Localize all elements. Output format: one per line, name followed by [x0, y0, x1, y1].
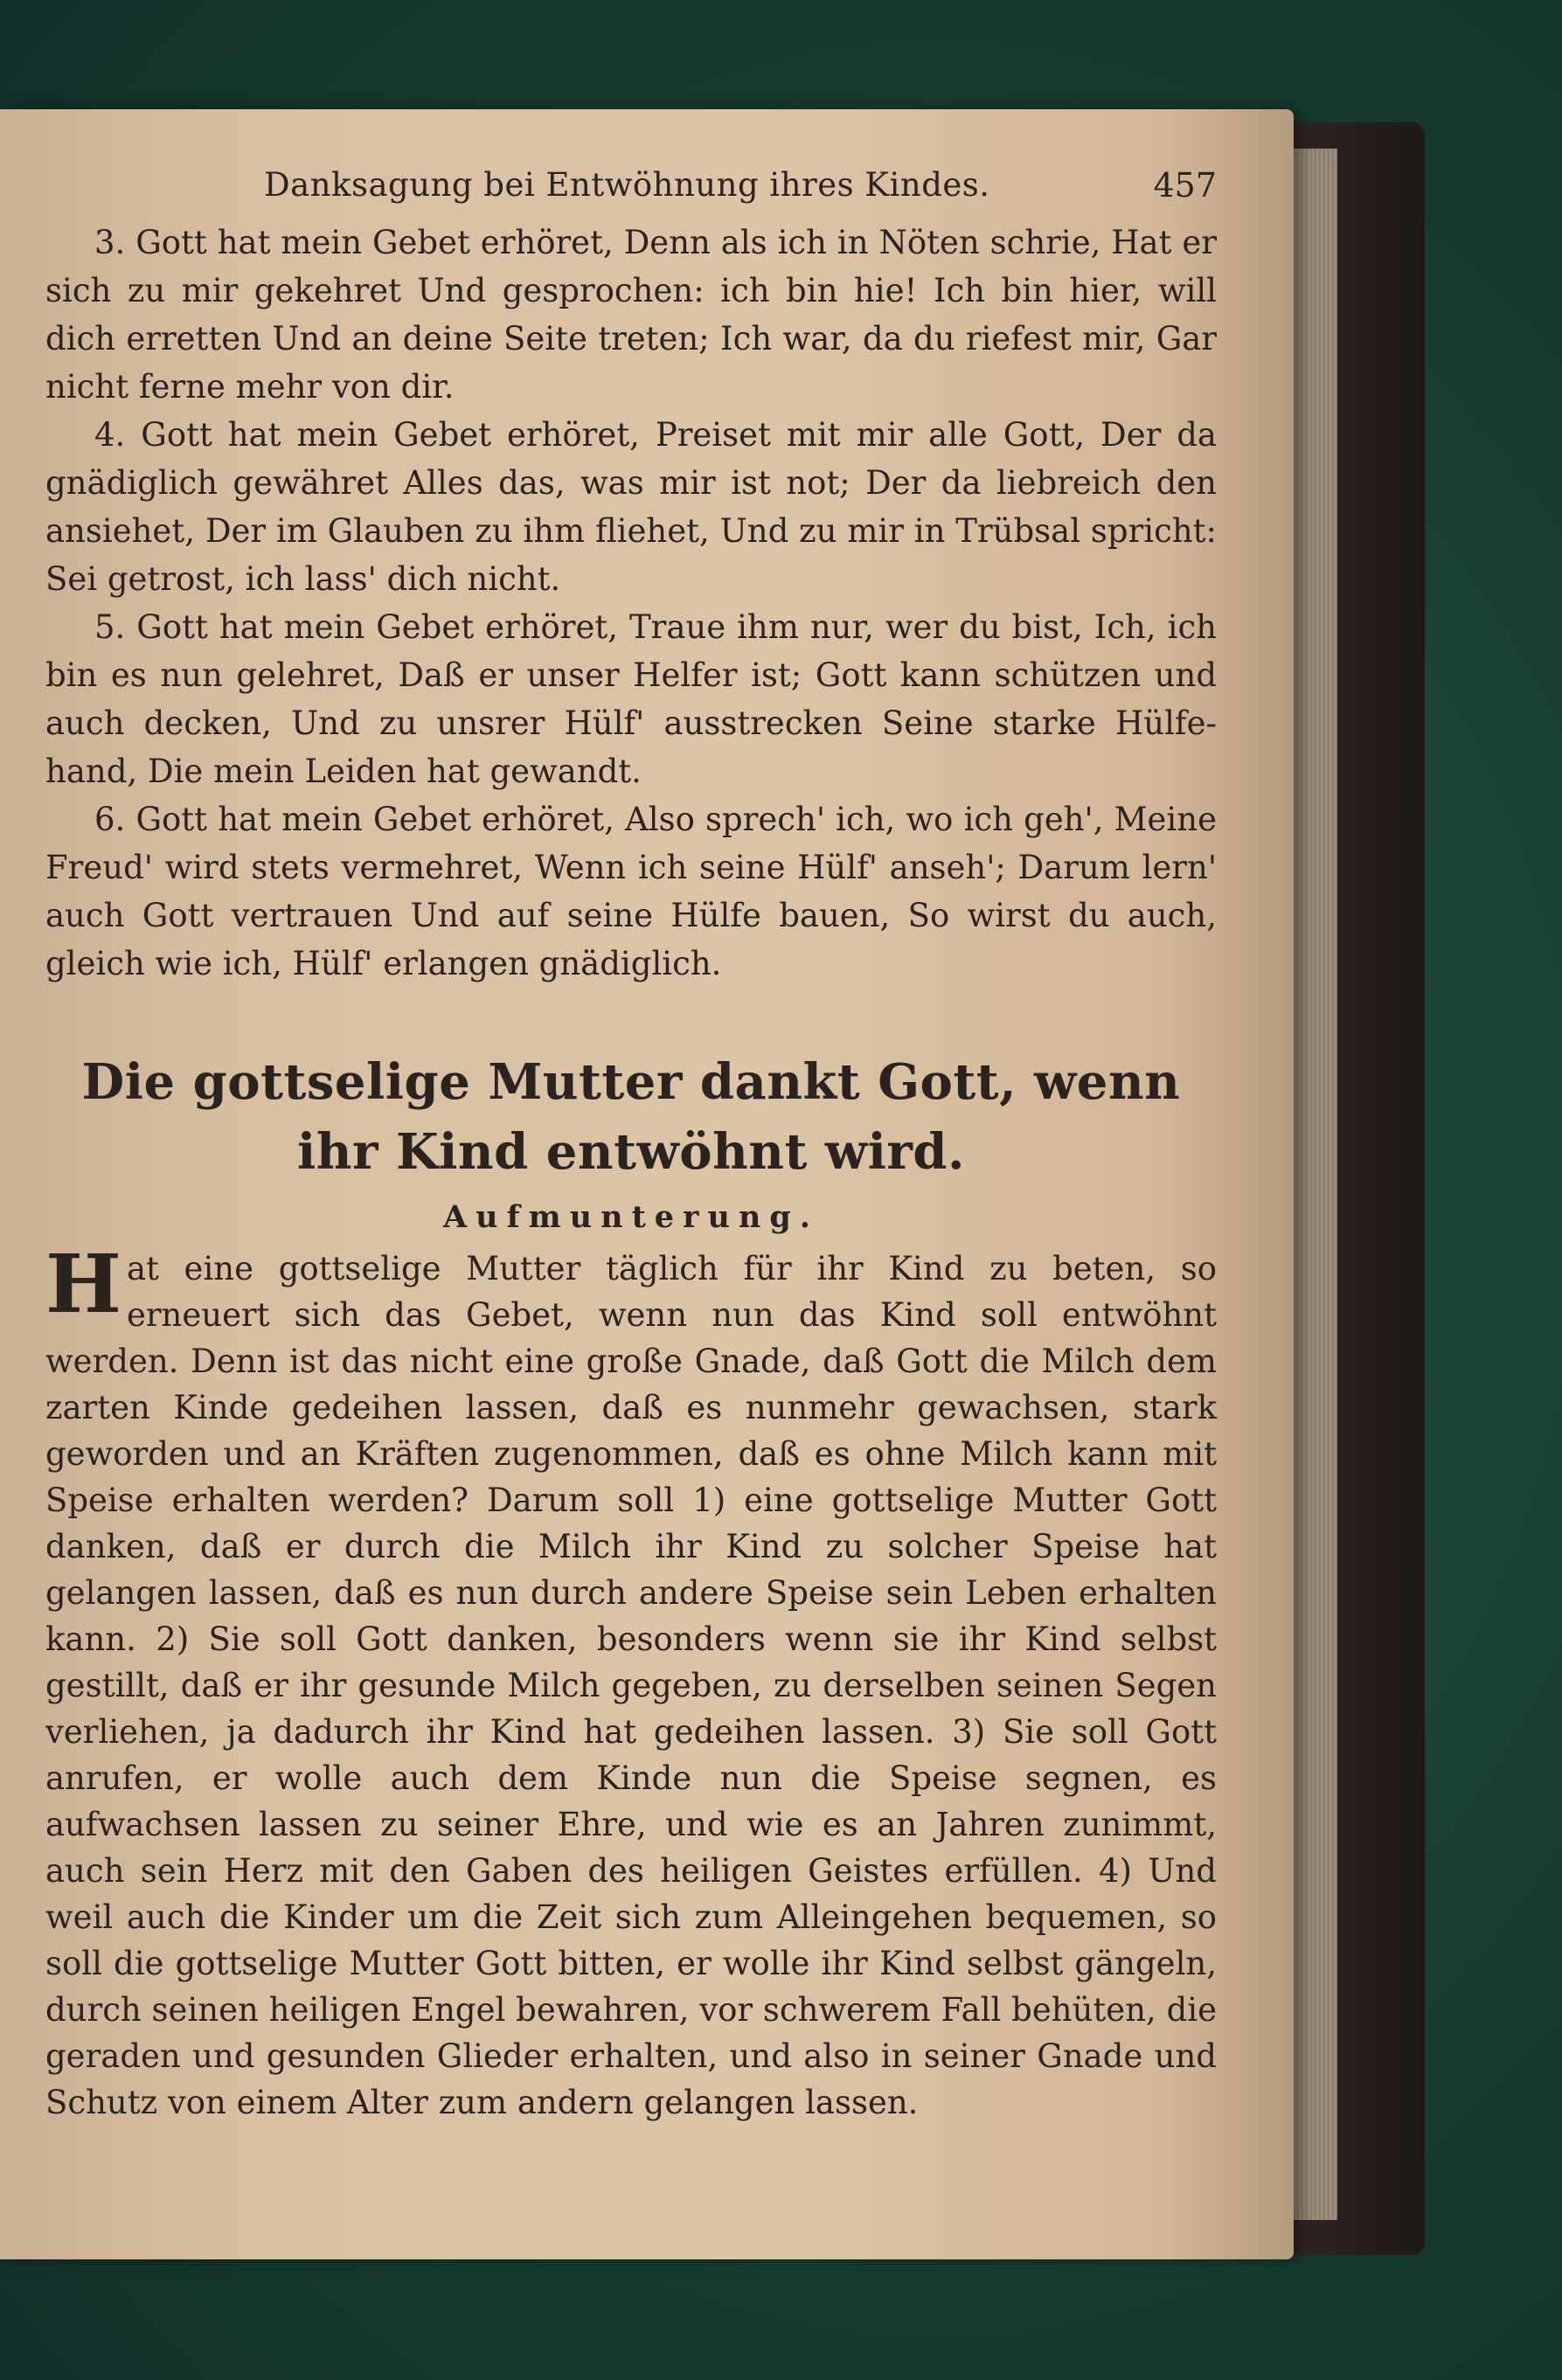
drop-cap: H — [45, 1237, 121, 1331]
stanza-5: 5. Gott hat mein Gebet erhöret, Traue ihm nur, wer du bist, Ich, ich bin es nun gelehret, Daß er unser Helfer ist; Gott kann schützen und auch decken, Und zu unsrer Hülf' ausstrecken Seine starke Hülfe-hand, Die mein Leiden hat gewandt. — [45, 608, 1217, 790]
section-heading: Die gottselige Mutter dankt Gott, wenn ihr Kind entwöhnt wird. — [81, 1053, 1181, 1181]
stanza-4: 4. Gott hat mein Gebet erhöret, Preiset mit mir alle Gott, Der da gnädiglich gewähret Alles das, was mir ist not; Der da liebreich den ansiehet, Der im Glauben zu ihm fliehet, Und zu mir in Trübsal spricht: Sei getrost, ich lass' dich nicht. — [45, 416, 1217, 598]
stanza-3: 3. Gott hat mein Gebet erhöret, Denn als ich in Nöten schrie, Hat er sich zu mir gekehret Und gesprochen: ich bin hie! Ich bin hier, will dich erretten Und an deine Seite treten; Ich war, da du riefest mir, Gar nicht ferne mehr von dir. — [45, 224, 1217, 406]
body-text: at eine gottselige Mutter täglich für ihr Kind zu beten, so erneuert sich das Gebet, wenn nun das Kind soll entwöhnt werden. Denn ist das nicht eine große Gnade, daß Gott die Milch dem zarten Kinde gedeihen lassen, daß es nunmehr gewachsen, stark geworden und an Kräften zugenommen, daß es ohne Milch kann mit Speise erhalten werden? Darum soll 1) eine gottselige Mutter Gott danken, daß er durch die Milch ihr Kind zu solcher Speise hat gelangen lassen, daß es nun durch andere Speise sein Leben erhalten kann. 2) Sie soll Gott danken, besonders wenn sie ihr Kind selbst gestillt, daß er ihr gesunde Milch gegeben, zu derselben seinen Segen verliehen, ja dadurch ihr Kind hat gedeihen lassen. 3) Sie soll Gott anrufen, er wolle auch dem Kinde nun die Speise segnen, es aufwachsen lassen zu seiner Ehre, und wie es an Jahren zunimmt, auch sein Herz mit den Gaben des heiligen Geistes erfüllen. 4) Und weil auch die Kinder um die Zeit sich zum Alleingehen bequemen, so soll die gottselige Mutter Gott bitten, er wolle ihr Kind selbst gängeln, durch seinen heiligen Engel bewahren, vor schwerem Fall behüten, die geraden und gesunden Glieder erhalten, und also in seiner Gnade und Schutz von einem Alter zum andern gelangen lassen. — [45, 1250, 1217, 2121]
page-number: 457 — [1153, 166, 1217, 205]
running-head — [45, 166, 1217, 219]
stanza-6: 6. Gott hat mein Gebet erhöret, Also sprech' ich, wo ich geh', Meine Freud' wird stets vermehret, Wenn ich seine Hülf' anseh'; Darum lern' auch Gott vertrauen Und auf seine Hülfe bauen, So wirst du auch, gleich wie ich, Hülf' erlangen gnädiglich. — [45, 801, 1217, 982]
page-content — [45, 166, 1217, 2126]
section-subheading: Aufmunterung. — [442, 1199, 819, 1235]
body-paragraph — [45, 1237, 1217, 2126]
running-title: Danksagung bei Entwöhnung ihres Kindes. — [264, 166, 990, 204]
